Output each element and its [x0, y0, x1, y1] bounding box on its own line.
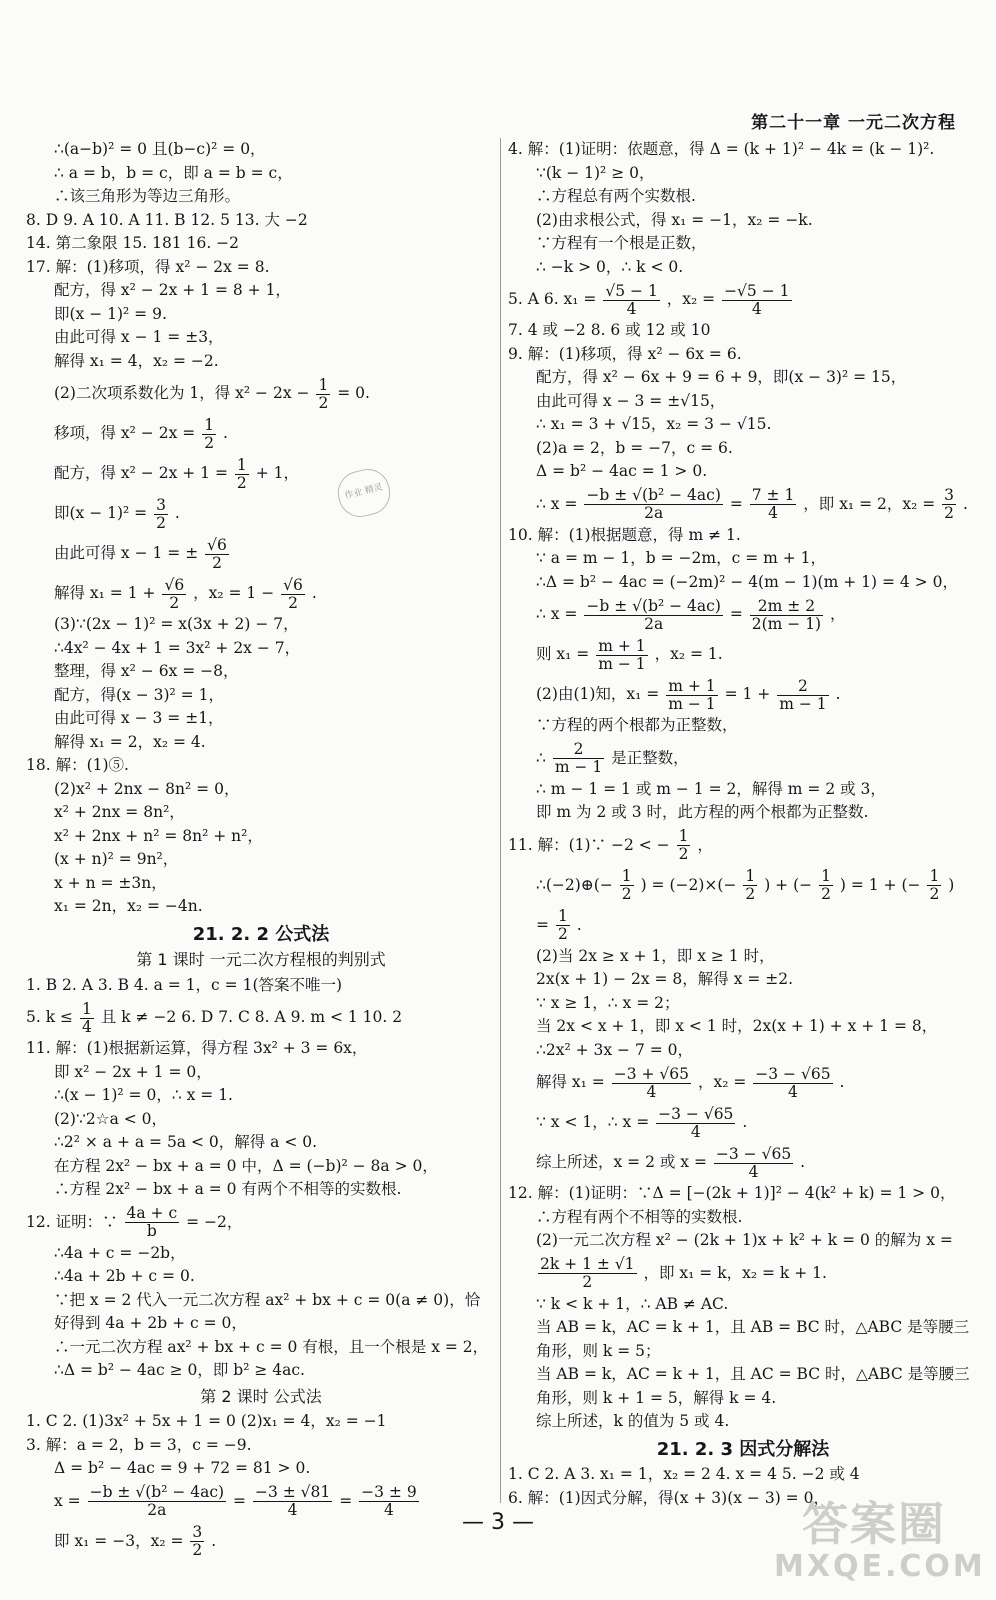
answer-line: ∴方程总有两个实数根. — [536, 187, 696, 205]
fraction: $\frac{3}{2}$ — [156, 495, 166, 532]
chapter-header: 第二十一章 一元二次方程 — [751, 113, 956, 133]
fraction: $\frac{√6}{2}$ — [283, 575, 303, 612]
fraction: $\frac{2m \pm 2}{2(m - 1)}$ — [751, 596, 822, 633]
fraction: $\frac{m + 1}{m - 1}$ — [598, 636, 646, 673]
section-title: 21. 2. 3 因式分解法 — [656, 1438, 830, 1460]
answer-line: 角形，则 k + 1 = 5，解得 k = 4. — [536, 1388, 777, 1407]
fraction: $\frac{√6}{2}$ — [207, 535, 227, 572]
answer-line: 由此可得 x − 1 = ±3， — [54, 328, 224, 346]
answer-line: = $\frac{1}{2}$ . — [536, 907, 582, 943]
answer-line: 7. 4 或 −2 8. 6 或 12 或 10 — [508, 321, 711, 339]
answer-line: 解得 x₁ = 2，x₂ = 4. — [54, 732, 206, 751]
watermark-text: 答案圈 — [802, 1497, 946, 1551]
fraction: $\frac{1}{2}$ — [236, 455, 247, 492]
answer-line: 即(x − 1)² = 9. — [54, 304, 167, 323]
answer-line: ∴ $\frac{2}{m - 1}$ 是正整数， — [536, 740, 689, 776]
answer-line: ∴(x − 1)² = 0，∴ x = 1. — [54, 1086, 233, 1104]
answer-line: 当 AB = k，AC = k + 1，且 AC = BC 时，△ABC 是等腰三 — [536, 1365, 970, 1383]
fraction: $\frac{2}{m - 1}$ — [779, 676, 827, 713]
answer-line: (2)a = 2，b = −7，c = 6. — [536, 438, 733, 457]
page-number: — 3 — — [462, 1510, 534, 1535]
answer-line: ∴Δ = b² − 4ac = (−2m)² − 4(m − 1)(m + 1) = 4 > 0， — [536, 572, 958, 591]
answer-line: 整理，得 x² − 6x = −8， — [54, 662, 239, 680]
answer-line: ∴4x² − 4x + 1 = 3x² + 2x − 7， — [54, 638, 301, 657]
fraction: $\frac{1}{2}$ — [678, 827, 689, 863]
watermark-url: MXQE.COM — [774, 1549, 986, 1584]
left-column — [26, 138, 496, 1561]
fraction: $\frac{1}{2}$ — [318, 375, 329, 412]
answer-line: (2)x² + 2nx − 8n² = 0， — [54, 779, 240, 798]
answer-line: ∴ m − 1 = 1 或 m − 1 = 2，解得 m = 2 或 3， — [536, 779, 886, 798]
answer-line: 11. 解：(1)根据新运算，得方程 3x² + 3 = 6x， — [26, 1039, 368, 1057]
fraction: $\frac{-3 - √65}{4}$ — [658, 1104, 734, 1141]
watermark-logo — [774, 1497, 986, 1588]
answer-line: 6. 解：(1)因式分解，得(x + 3)(x − 3) = 0， — [508, 1488, 829, 1507]
answer-line: Δ = b² − 4ac = 9 + 72 = 81 > 0. — [54, 1459, 311, 1477]
fraction: $\frac{-3 + √65}{4}$ — [613, 1064, 690, 1101]
answer-line: 由此可得 x − 3 = ±√15， — [536, 391, 726, 410]
fraction: $\frac{2k + 1 \pm √1}{2}$ — [540, 1255, 635, 1291]
answer-line: 解得 x₁ = 4，x₂ = −2. — [54, 351, 219, 370]
answer-line: 17. 解：(1)移项，得 x² − 2x = 8. — [26, 257, 270, 276]
fraction: $\frac{1}{2}$ — [929, 867, 940, 903]
answer-line: 当 AB = k，AC = k + 1，且 AB = BC 时，△ABC 是等腰三 — [536, 1318, 970, 1336]
answer-line: 解得 x₁ = $\frac{-3 + √65}{4}$ ，x₂ = $\frac{-3 - √65}{4}$ . — [536, 1064, 845, 1101]
fraction: $\frac{3}{2}$ — [192, 1523, 203, 1559]
answer-line: (2)二次项系数化为 1，得 x² − 2x − $\frac{1}{2}$ = 0. — [54, 375, 370, 412]
answer-line: 解得 x₁ = 1 + $\frac{√6}{2}$ ，x₂ = 1 − $\frac{√6}{2}$ . — [54, 575, 317, 612]
fraction: $\frac{1}{2}$ — [557, 907, 568, 943]
answer-line: x² + 2nx = 8n²， — [54, 803, 185, 821]
fraction: $\frac{\text{−b ± √(b² − 4ac)}}{2a}$ — [586, 486, 721, 522]
answer-line: 即 m 为 2 或 3 时，此方程的两个根都为正整数. — [536, 803, 869, 821]
answer-line: 在方程 2x² − bx + a = 0 中，Δ = (−b)² − 8a > 0， — [54, 1156, 438, 1175]
answer-line: 5. k ≤ $\frac{1}{4}$ 且 k ≠ −2 6. D 7. C 8. A 9. m < 1 10. 2 — [26, 999, 403, 1036]
fraction: $\frac{7 \pm 1}{4}$ — [751, 486, 795, 522]
answer-line: 12. 解：(1)证明：∵Δ = [−(2k + 1)]² − 4(k² + k) = 1 > 0， — [508, 1184, 956, 1202]
answer-line: (2)一元二次方程 x² − (2k + 1)x + k² + k = 0 的解为 x = — [536, 1231, 953, 1249]
lesson-title: 第 1 课时 一元二次方程根的判别式 — [136, 950, 386, 969]
answer-line: 角形，则 k = 5； — [536, 1341, 661, 1360]
answer-line: x + n = ±3n， — [54, 873, 167, 892]
answer-line: ∵方程有一个根是正数， — [536, 234, 707, 252]
fraction: $\frac{3}{2}$ — [944, 486, 955, 522]
answer-line: 1. C 2. (1)3x² + 5x + 1 = 0 (2)x₁ = 4，x₂ = −1 — [26, 1412, 387, 1430]
fraction: $\frac{-3 - √65}{4}$ — [715, 1144, 792, 1181]
fraction: $\frac{\text{−b ± √(b² − 4ac)}}{2a}$ — [89, 1483, 225, 1519]
answer-line: ∴2² × a + a = 5a < 0，解得 a < 0. — [54, 1133, 318, 1151]
answer-line: 综上所述，x = 2 或 x = $\frac{-3 - √65}{4}$ . — [536, 1144, 806, 1181]
answer-line: 当 2x < x + 1，即 x < 1 时，2x(x + 1) + x + 1 = 8， — [536, 1017, 938, 1035]
answer-line: 配方，得 x² − 6x + 9 = 6 + 9，即(x − 3)² = 15， — [536, 368, 907, 386]
answer-line: ∵ k < k + 1，∴ AB ≠ AC. — [536, 1294, 729, 1313]
answer-line: 5. A 6. x₁ = $\frac{√5 - 1}{4}$ ，x₂ = $\frac{-√5 - 1}{4}$ — [508, 281, 790, 318]
section-title: 21. 2. 2 公式法 — [192, 923, 330, 945]
answer-line: ∵ x < 1，∴ x = $\frac{-3 - √65}{4}$ . — [536, 1104, 748, 1141]
answer-line: ∴Δ = b² − 4ac ≥ 0，即 b² ≥ 4ac. — [54, 1361, 305, 1379]
answer-line: 12. 证明：∵ $\frac{4a + c}{b}$ = −2， — [26, 1204, 243, 1240]
right-column — [508, 138, 978, 1510]
answer-line: ∴4a + 2b + c = 0. — [54, 1267, 195, 1285]
answer-line: ∵ x ≥ 1，∴ x = 2； — [536, 993, 680, 1012]
column-divider — [500, 138, 501, 1503]
answer-line: 配方，得(x − 3)² = 1， — [54, 685, 224, 704]
answer-line: (2)∵2☆a < 0， — [54, 1109, 168, 1128]
answer-line: ∴4a + c = −2b， — [54, 1243, 186, 1262]
fraction: $\frac{√6}{2}$ — [164, 575, 185, 612]
answer-line: ∴ x = $\frac{\text{−b ± √(b² − 4ac)}}{2a}$ = $\frac{2m \pm 2}{2(m - 1)}$ ， — [536, 596, 846, 633]
answer-line: ∴该三角形为等边三角形。 — [54, 187, 241, 205]
answer-line: 好得到 4a + 2b + c = 0， — [54, 1314, 247, 1332]
answer-line: 则 x₁ = $\frac{m + 1}{m - 1}$ ，x₂ = 1. — [536, 636, 723, 673]
answer-line: 18. 解：(1)⑤. — [26, 756, 129, 774]
answer-line: 综上所述，k 的值为 5 或 4. — [536, 1412, 730, 1430]
fraction: $\frac{1}{4}$ — [81, 999, 92, 1036]
answer-line: ∴ −k > 0，∴ k < 0. — [536, 257, 684, 276]
answer-line: ∴一元二次方程 ax² + bx + c = 0 有根，且一个根是 x = 2， — [54, 1337, 489, 1356]
fraction: $\frac{-3 \pm √81}{4}$ — [254, 1483, 331, 1519]
fraction: $\frac{-3 \pm 9}{4}$ — [361, 1483, 417, 1519]
fraction: $\frac{1}{2}$ — [821, 867, 831, 903]
answer-line: 2x(x + 1) − 2x = 8，解得 x = ±2. — [536, 970, 794, 988]
answer-line: 即 x₁ = −3，x₂ = $\frac{3}{2}$ . — [54, 1523, 217, 1559]
answer-line: 由此可得 x − 3 = ±1， — [54, 709, 224, 727]
answer-line: 1. B 2. A 3. B 4. a = 1，c = 1(答案不唯一) — [26, 975, 343, 994]
answer-line: Δ = b² − 4ac = 1 > 0. — [536, 462, 708, 480]
answer-line: ∴(a−b)² = 0 且(b−c)² = 0， — [54, 140, 266, 158]
answer-line: 配方，得 x² − 2x + 1 = 8 + 1， — [54, 281, 291, 299]
answer-line: ∴方程有两个不相等的实数根. — [536, 1207, 743, 1226]
fraction: $\frac{1}{2}$ — [745, 867, 756, 903]
answer-line: ∴ a = b，b = c，即 a = b = c， — [54, 163, 293, 182]
answer-line: ∴ x₁ = 3 + √15，x₂ = 3 − √15. — [536, 415, 772, 433]
fraction: $\frac{-√5 - 1}{4}$ — [724, 281, 790, 318]
answer-line: x = $\frac{\text{−b ± √(b² − 4ac)}}{2a}$ = $\frac{-3 \pm √81}{4}$ = $\frac{-3 \pm 9}{4}$ — [54, 1483, 417, 1519]
answer-line: ∵ a = m − 1，b = −2m，c = m + 1， — [536, 549, 827, 567]
fraction: $\frac{2}{m - 1}$ — [554, 740, 603, 776]
stamp-mark: 作业 精灵 — [333, 464, 395, 521]
answer-line: ∴ x = $\frac{\text{−b ± √(b² − 4ac)}}{2a}$ = $\frac{7 \pm 1}{4}$ ，即 x₁ = 2，x₂ = $\frac{3}{2}$ . — [536, 486, 968, 522]
answer-line: 即(x − 1)² = $\frac{3}{2}$ . — [54, 495, 180, 532]
answer-line: x² + 2nx + n² = 8n² + n²， — [54, 826, 263, 845]
fraction: $\frac{1}{2}$ — [621, 867, 632, 903]
answer-line: (x + n)² = 9n²， — [54, 850, 179, 868]
answer-line: 10. 解：(1)根据题意，得 m ≠ 1. — [508, 525, 741, 544]
answer-line: 由此可得 x − 1 = ± $\frac{√6}{2}$ — [54, 535, 227, 572]
answer-line: x₁ = 2n，x₂ = −4n. — [54, 897, 203, 915]
answer-line: (2)由求根公式，得 x₁ = −1，x₂ = −k. — [536, 210, 813, 229]
answer-line: 1. C 2. A 3. x₁ = 1，x₂ = 2 4. x = 4 5. −2 或 4 — [508, 1465, 860, 1483]
answer-line: 9. 解：(1)移项，得 x² − 6x = 6. — [508, 344, 742, 363]
fraction: $\frac{m + 1}{m - 1}$ — [668, 676, 716, 713]
fraction: $\frac{-3 - √65}{4}$ — [755, 1064, 831, 1101]
answer-line: 即 x² − 2x + 1 = 0， — [54, 1062, 212, 1081]
answer-line: $\frac{2k + 1 \pm √1}{2}$ ，即 x₁ = k，x₂ = k + 1. — [540, 1255, 827, 1291]
answer-line: ∵方程的两个根都为正整数， — [536, 716, 738, 734]
answer-line: ∴(−2)⊕(− $\frac{1}{2}$ ) = (−2)×(− $\frac{1}{2}$ ) + (− $\frac{1}{2}$ ) = 1 + (− $\frac{1}{2}$ ) — [536, 867, 955, 903]
answer-line: 3. 解：a = 2，b = 3，c = −9. — [26, 1435, 252, 1454]
answer-line: 11. 解：(1)∵ −2 < − $\frac{1}{2}$ ， — [508, 827, 713, 863]
fraction: $\frac{4a + c}{b}$ — [126, 1204, 178, 1240]
answer-line: 8. D 9. A 10. A 11. B 12. 5 13. 大 −2 — [26, 210, 308, 229]
answer-line: 14. 第二象限 15. 181 16. −2 — [26, 234, 240, 252]
answer-line: (2)由(1)知，x₁ = $\frac{m + 1}{m - 1}$ = 1 + $\frac{2}{m - 1}$ . — [536, 676, 841, 713]
answer-line: ∴方程 2x² − bx + a = 0 有两个不相等的实数根. — [54, 1180, 402, 1198]
fraction: $\frac{√5 - 1}{4}$ — [605, 281, 658, 318]
fraction: $\frac{1}{2}$ — [204, 415, 215, 452]
answer-line: 4. 解：(1)证明：依题意，得 Δ = (k + 1)² − 4k = (k − 1)². — [508, 140, 935, 158]
lesson-title: 第 2 课时 公式法 — [200, 1386, 322, 1406]
answer-line: ∵把 x = 2 代入一元二次方程 ax² + bx + c = 0(a ≠ 0)，恰 — [54, 1290, 481, 1309]
answer-line: ∵(k − 1)² ≥ 0， — [536, 163, 655, 182]
answer-line: ∴2x² + 3x − 7 = 0， — [536, 1040, 694, 1059]
answer-line: (2)当 2x ≥ x + 1，即 x ≥ 1 时， — [536, 946, 775, 965]
answer-line: (3)∵(2x − 1)² = x(3x + 2) − 7， — [54, 615, 299, 633]
answer-line: 移项，得 x² − 2x = $\frac{1}{2}$ . — [54, 415, 228, 452]
answer-line: 配方，得 x² − 2x + 1 = $\frac{1}{2}$ + 1， — [54, 455, 299, 492]
fraction: $\frac{\text{−b ± √(b² − 4ac)}}{2a}$ — [586, 596, 721, 633]
